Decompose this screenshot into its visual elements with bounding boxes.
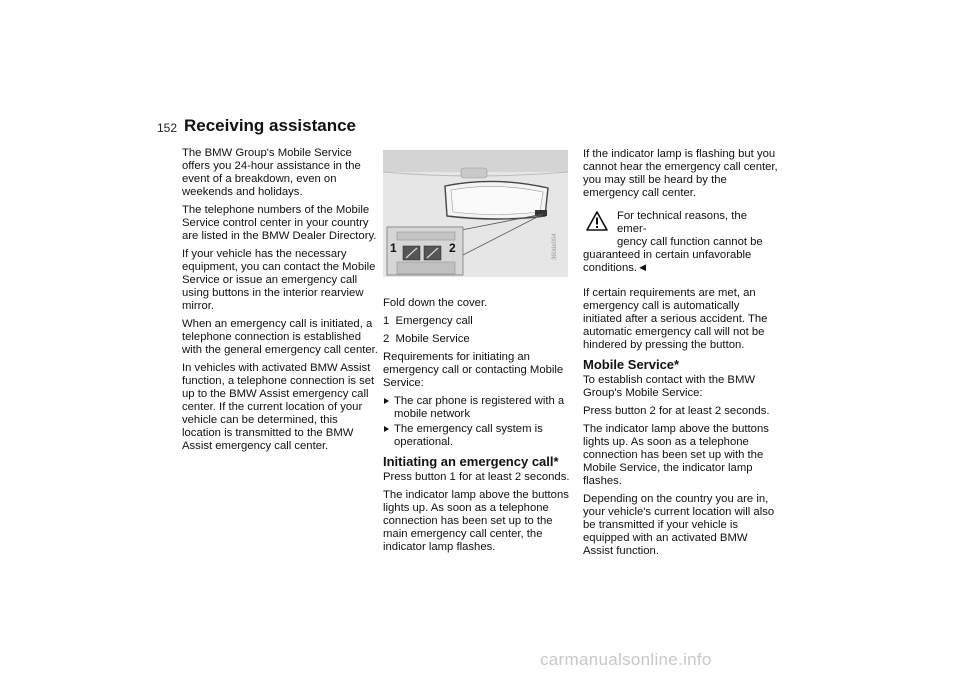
column-left: [182, 147, 378, 458]
paragraph: When an emergency call is initiated, a telephone connection is established with the general emergency call center.: [182, 318, 378, 356]
list-item: The car phone is registered with a mobile network: [383, 395, 579, 421]
paragraph: The BMW Group's Mobile Service offers you 24-hour assistance in the event of a breakdown, even on weekends and holidays.: [182, 147, 361, 198]
paragraph: If certain requirements are met, an emergency call is automatically initiated after a serious accident. The automatic emergency call will not be hindered by pressing the button.: [583, 287, 768, 351]
paragraph: Depending on the country you are in, your vehicle's current location will also be transmitted if your vehicle is equipped with an activated BMW Assist function.: [583, 493, 775, 557]
paragraph: If your vehicle has the necessary equipment, you can contact the Mobile Service or issue an emergency call using buttons in the interior rearview mirror.: [182, 248, 376, 312]
paragraph: The indicator lamp above the buttons lights up. As soon as a telephone connection has been set up with the Mobile Service, the indicator lamp flashes.: [583, 423, 769, 487]
paragraph: If the indicator lamp is flashing but you cannot hear the emergency call center, you may still be heard by the emergency call center.: [583, 148, 778, 199]
section-heading: Initiating an emergency call*: [383, 454, 559, 469]
callout-label-1: 1: [390, 241, 397, 255]
paragraph: Requirements for initiating an emergency call or contacting Mobile Service:: [383, 351, 564, 389]
page-number: 152: [157, 121, 178, 135]
warning-line: guaranteed in certain unfavorable conditions.◄: [583, 249, 752, 274]
page-title: Receiving assistance: [184, 116, 356, 135]
paragraph: The telephone numbers of the Mobile Service control center in your country are listed in the BMW Dealer Directory.: [182, 204, 377, 242]
column-middle: [383, 297, 579, 559]
legend-item-1: 1 Emergency call: [383, 315, 473, 327]
paragraph: Press button 1 for at least 2 seconds.: [383, 471, 570, 483]
warning-line: For technical reasons, the emer-: [617, 210, 747, 235]
warning-note: [583, 210, 779, 275]
warning-icon: [586, 211, 608, 231]
legend-item-2: 2 Mobile Service: [383, 333, 470, 345]
warning-line: gency call function cannot be: [617, 236, 763, 248]
mirror-illustration: [383, 150, 568, 277]
list-item: The emergency call system is operational.: [383, 423, 579, 449]
rearview-mirror-figure: [383, 150, 568, 277]
figure-code: 360de004: [552, 233, 558, 260]
watermark: carmanualsonline.info: [540, 650, 712, 669]
section-heading: Mobile Service*: [583, 357, 680, 372]
callout-label-2: 2: [449, 241, 456, 255]
paragraph: Fold down the cover.: [383, 297, 488, 309]
paragraph: The indicator lamp above the buttons lights up. As soon as a telephone connection has been set up to the main emergency call center, the indicator lamp flashes.: [383, 489, 569, 553]
paragraph: Press button 2 for at least 2 seconds.: [583, 405, 770, 417]
paragraph: In vehicles with activated BMW Assist function, a telephone connection is set up to the BMW Assist emergency call center. If the current location of your vehicle can be determined, this location is transmitted to the BMW Assist emergency call center.: [182, 362, 375, 452]
column-right: [583, 148, 779, 563]
paragraph: To establish contact with the BMW Group's Mobile Service:: [583, 374, 756, 399]
requirements-list: [383, 395, 579, 449]
